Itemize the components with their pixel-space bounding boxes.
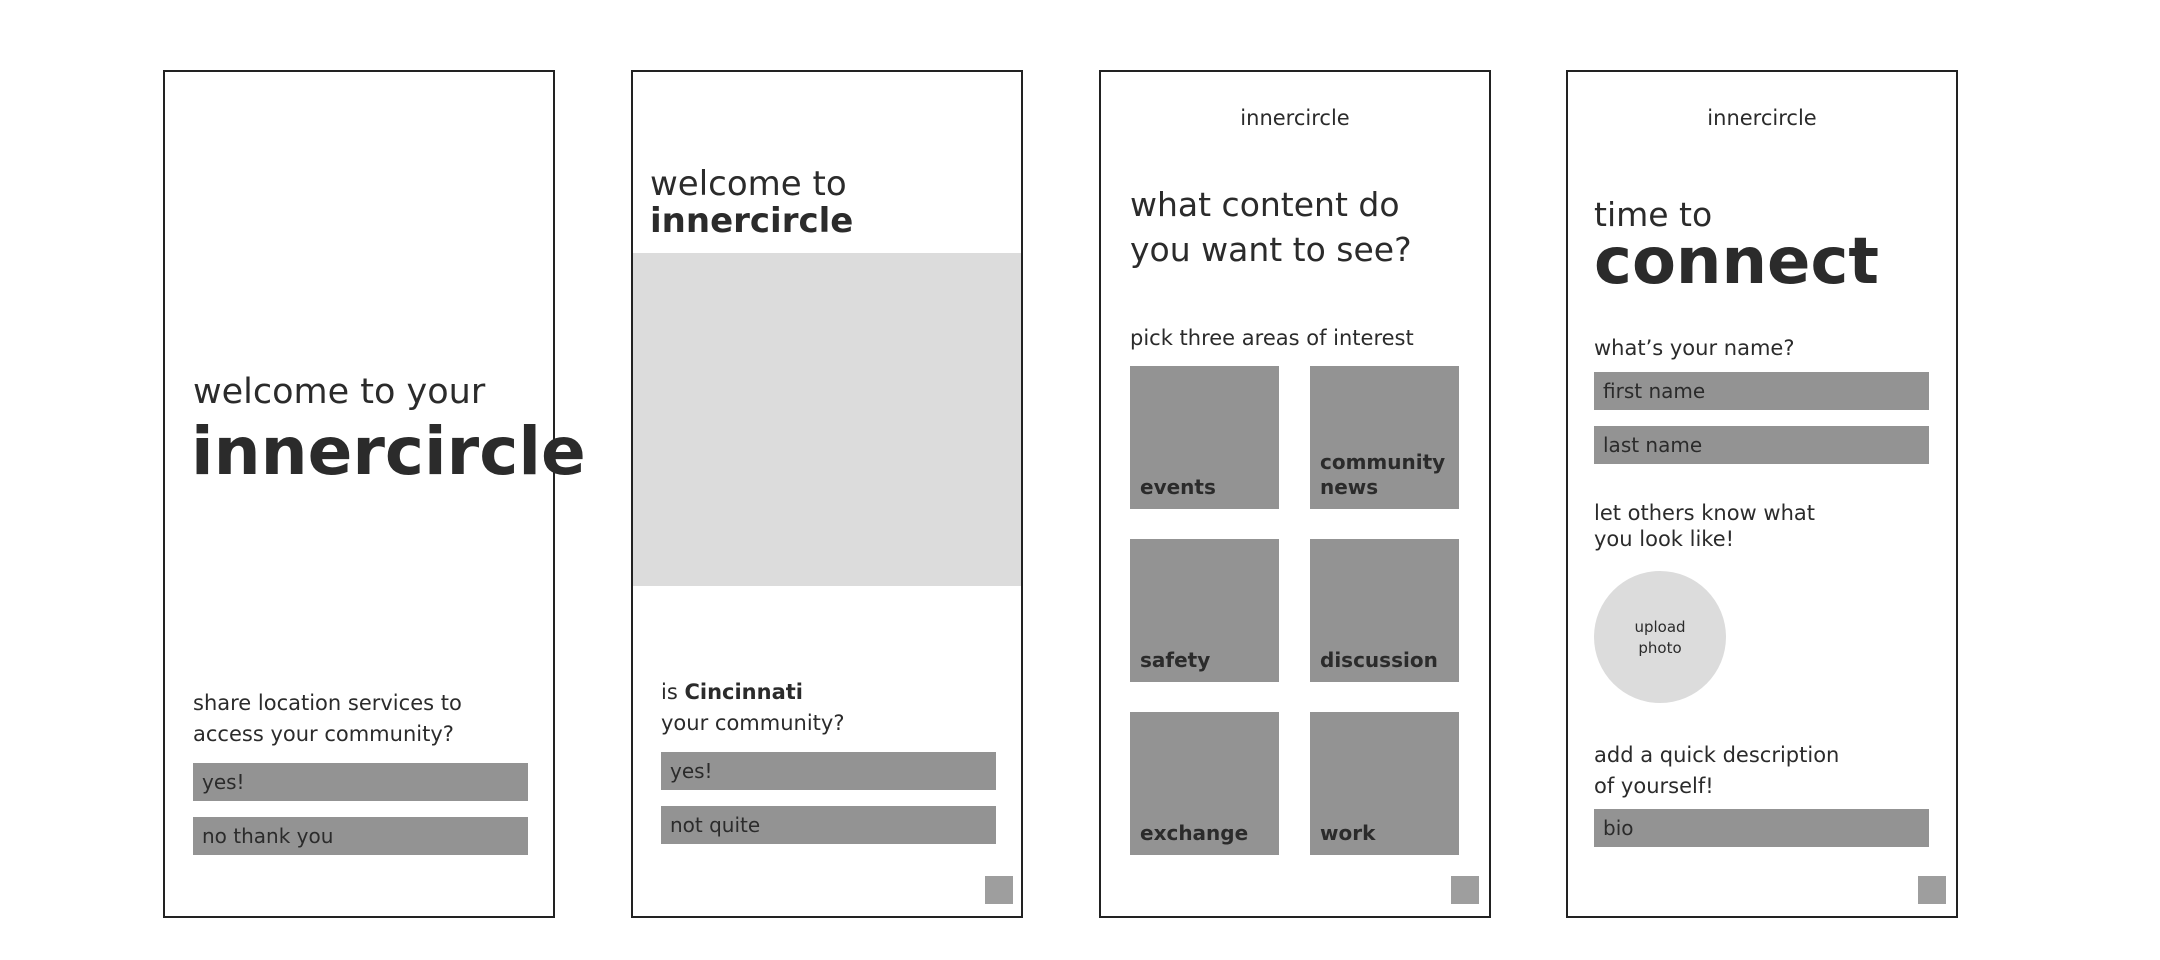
bio-label: add a quick description of yourself! — [1594, 743, 1840, 798]
tile-label: safety — [1140, 648, 1211, 672]
welcome-text: welcome to your — [193, 372, 486, 412]
not-quite-button[interactable]: not quite — [661, 806, 996, 844]
screen-profile-setup — [1566, 70, 1958, 918]
brand-header: innercircle — [1240, 106, 1350, 130]
heading-large: connect — [1594, 225, 1879, 299]
map-image-placeholder — [633, 253, 1021, 586]
name-label: what’s your name? — [1594, 336, 1795, 360]
interests-subheading: pick three areas of interest — [1130, 326, 1414, 350]
interest-tile-events[interactable] — [1130, 366, 1279, 509]
interest-tile-discussion[interactable] — [1310, 539, 1459, 682]
last-name-input[interactable]: last name — [1594, 426, 1929, 464]
location-prompt: share location services to access your community? — [193, 691, 462, 746]
screen-confirm-community — [631, 70, 1023, 918]
first-name-input[interactable]: first name — [1594, 372, 1929, 410]
upload-photo-button[interactable] — [1594, 571, 1726, 703]
next-button[interactable] — [985, 876, 1013, 904]
screen-location-permission — [163, 70, 586, 918]
photo-label: let others know what you look like! — [1594, 501, 1815, 551]
interest-tile-safety[interactable] — [1130, 539, 1279, 682]
yes-button[interactable]: yes! — [193, 763, 528, 801]
next-button[interactable] — [1918, 876, 1946, 904]
interest-tile-exchange[interactable] — [1130, 712, 1279, 855]
tile-label: exchange — [1140, 821, 1249, 845]
community-question — [661, 677, 844, 739]
no-thank-you-button[interactable]: no thank you — [193, 817, 528, 855]
interests-heading: what content do you want to see? — [1130, 185, 1412, 269]
interest-tile-work[interactable] — [1310, 712, 1459, 855]
question-suffix: your community? — [661, 711, 845, 735]
question-prefix: is — [661, 680, 678, 704]
upload-photo-label: upload photo — [1634, 618, 1686, 657]
tile-label: community news — [1320, 450, 1446, 499]
heading-small: time to — [1594, 195, 1713, 234]
tile-label: discussion — [1320, 648, 1438, 672]
brand-title: innercircle — [191, 413, 586, 490]
brand-title: innercircle — [650, 201, 854, 241]
interest-tile-community-news[interactable] — [1310, 366, 1459, 509]
screen-pick-interests — [1099, 70, 1491, 918]
tile-label: events — [1140, 475, 1216, 499]
welcome-text: welcome to — [650, 164, 847, 204]
bio-input[interactable]: bio — [1594, 809, 1929, 847]
tile-label: work — [1320, 821, 1376, 845]
city-name: Cincinnati — [684, 680, 803, 704]
next-button[interactable] — [1451, 876, 1479, 904]
brand-header: innercircle — [1707, 106, 1817, 130]
yes-button[interactable]: yes! — [661, 752, 996, 790]
